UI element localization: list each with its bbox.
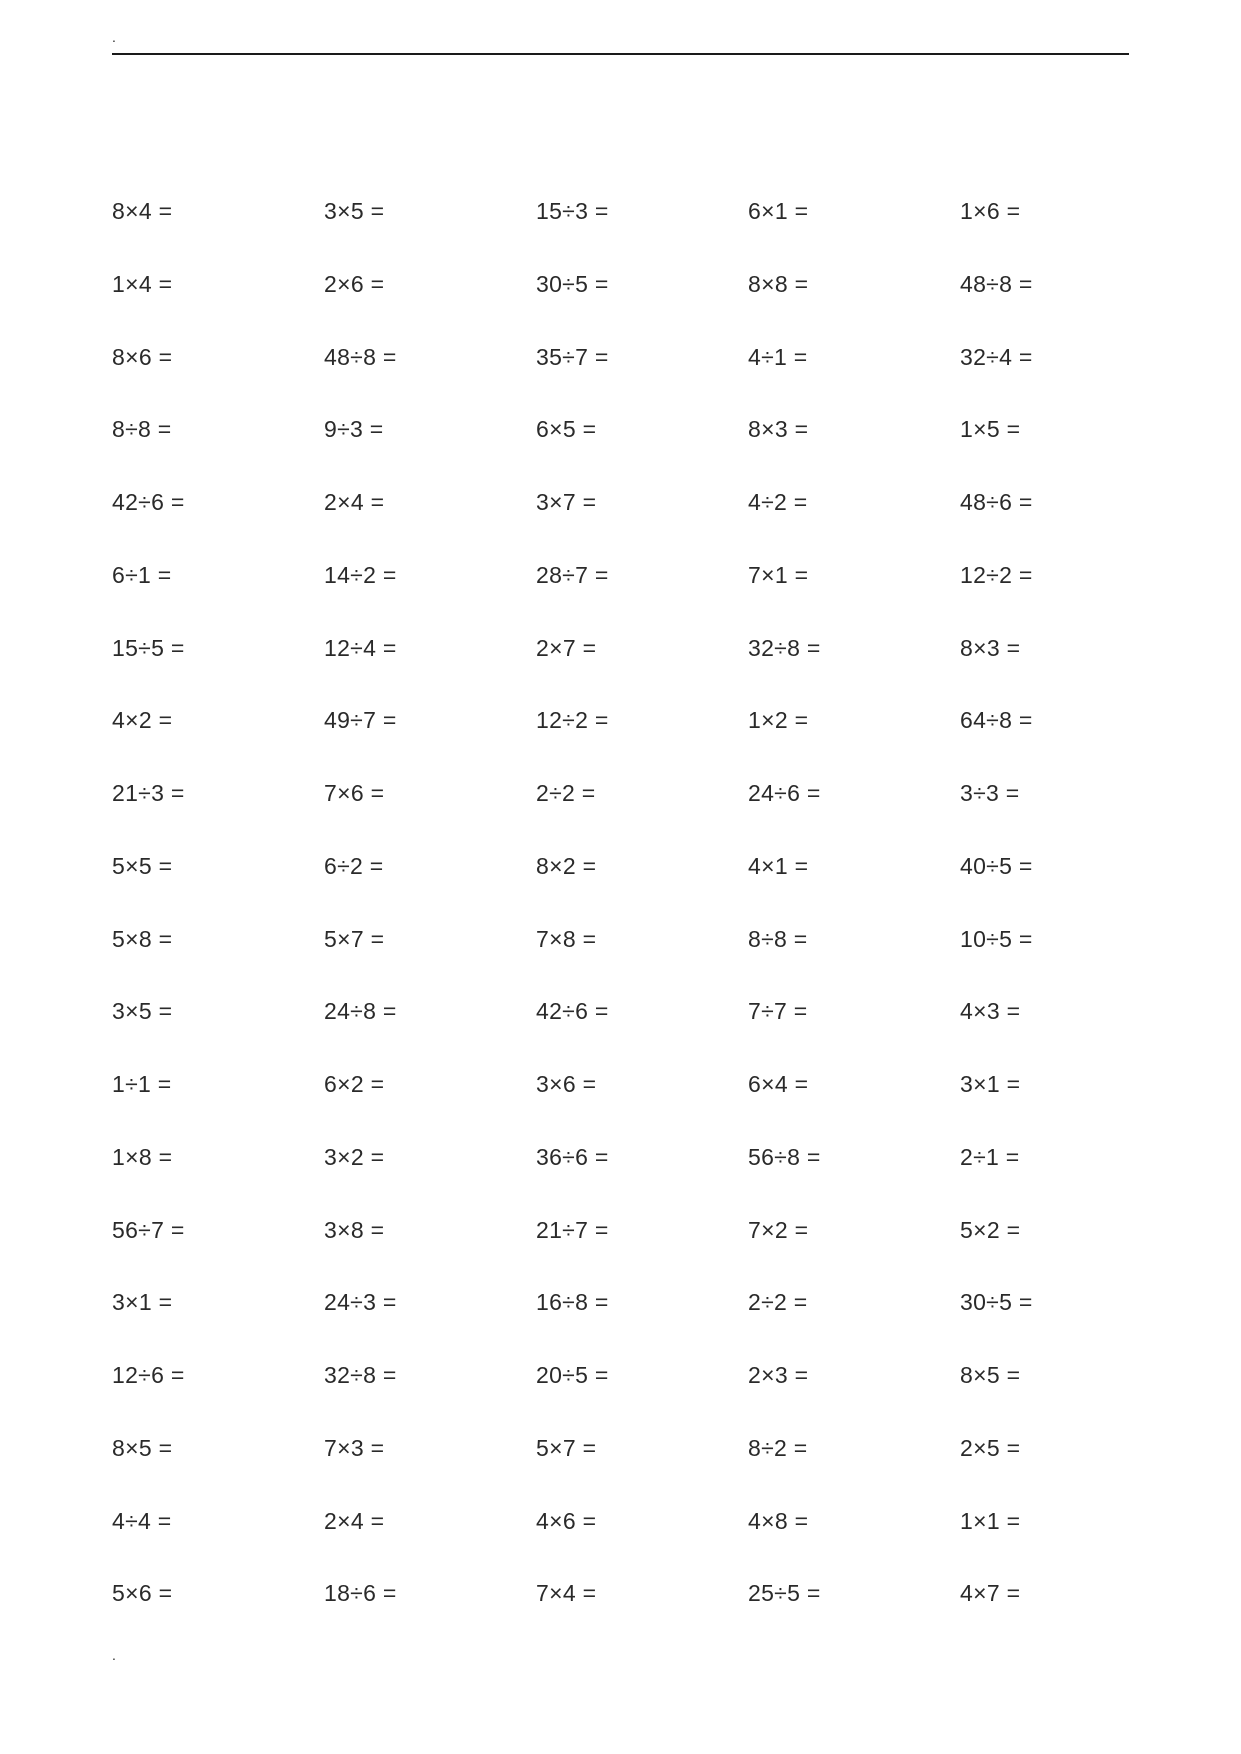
math-problem: 48÷8 = [324, 343, 397, 370]
math-problem: 24÷8 = [324, 998, 397, 1025]
math-problem: 32÷8 = [324, 1362, 397, 1388]
math-problem: 7×4 = [536, 1580, 597, 1607]
math-problem: 12÷2 = [536, 707, 609, 734]
math-problem: 3×5 = [324, 198, 385, 224]
math-problem: 4×1 = [748, 852, 809, 879]
math-problem: 24÷3 = [324, 1289, 397, 1316]
math-problem: 3×7 = [536, 489, 597, 515]
math-problem: 24÷6 = [748, 780, 821, 806]
math-problem: 8×5 = [960, 1362, 1021, 1388]
math-problem: 42÷6 = [536, 998, 609, 1025]
math-problem: 35÷7 = [536, 343, 609, 370]
math-problem: 7×6 = [324, 780, 385, 806]
math-problem: 3×1 = [960, 1071, 1021, 1097]
math-problem: 2×4 = [324, 489, 385, 515]
math-problem: 2×3 = [748, 1362, 809, 1388]
math-problem: 3×5 = [112, 998, 173, 1025]
math-problem: 32÷8 = [748, 634, 821, 661]
math-problem: 1×4 = [112, 270, 173, 297]
math-problem: 5×7 = [536, 1434, 597, 1461]
math-problem: 2÷2 = [536, 780, 596, 806]
math-problem: 30÷5 = [960, 1289, 1033, 1316]
math-problem: 6×2 = [324, 1071, 385, 1097]
math-problem: 12÷6 = [112, 1362, 185, 1388]
math-problem: 7×2 = [748, 1216, 809, 1243]
math-problem: 4÷2 = [748, 489, 808, 515]
math-problem: 56÷7 = [112, 1216, 185, 1243]
math-problem: 2×7 = [536, 634, 597, 661]
math-problem: 25÷5 = [748, 1580, 821, 1607]
math-problem: 8÷2 = [748, 1434, 808, 1461]
math-problem: 5×5 = [112, 852, 173, 879]
math-problem: 3÷3 = [960, 780, 1020, 806]
math-problem: 6÷2 = [324, 852, 384, 879]
math-problem: 1×6 = [960, 198, 1021, 224]
math-problem: 4×7 = [960, 1580, 1021, 1607]
math-problem: 56÷8 = [748, 1143, 821, 1170]
math-problem: 12÷2 = [960, 561, 1033, 588]
math-problem: 1×1 = [960, 1507, 1021, 1534]
math-problem: 5×2 = [960, 1216, 1021, 1243]
math-problem: 3×2 = [324, 1143, 385, 1170]
math-problem: 9÷3 = [324, 416, 384, 443]
math-problem: 6×4 = [748, 1071, 809, 1097]
math-problem: 7×8 = [536, 925, 597, 952]
math-problem: 5×6 = [112, 1580, 173, 1607]
math-problem: 8×8 = [748, 270, 809, 297]
math-problem: 18÷6 = [324, 1580, 397, 1607]
math-problem: 8×3 = [960, 634, 1021, 661]
math-problem: 5×7 = [324, 925, 385, 952]
math-problem: 20÷5 = [536, 1362, 609, 1388]
math-problem: 30÷5 = [536, 270, 609, 297]
math-problem: 1×5 = [960, 416, 1021, 443]
math-problem: 7×1 = [748, 561, 809, 588]
footer-mark: . [112, 1647, 116, 1663]
math-problem: 1×2 = [748, 707, 809, 734]
math-problem: 10÷5 = [960, 925, 1033, 952]
math-problem: 15÷3 = [536, 198, 609, 224]
math-problem: 42÷6 = [112, 489, 185, 515]
math-problem: 2÷2 = [748, 1289, 808, 1316]
math-problem: 4×6 = [536, 1507, 597, 1534]
math-problem: 32÷4 = [960, 343, 1033, 370]
math-problem: 40÷5 = [960, 852, 1033, 879]
math-problem: 3×1 = [112, 1289, 173, 1316]
math-problem: 4×2 = [112, 707, 173, 734]
math-problem: 49÷7 = [324, 707, 397, 734]
math-problem: 3×6 = [536, 1071, 597, 1097]
math-problem: 21÷3 = [112, 780, 185, 806]
math-problem: 14÷2 = [324, 561, 397, 588]
header-mark: . [112, 29, 116, 45]
math-problem: 8÷8 = [748, 925, 808, 952]
math-problem: 21÷7 = [536, 1216, 609, 1243]
math-problem: 15÷5 = [112, 634, 185, 661]
math-problem: 8×4 = [112, 198, 173, 224]
math-problem: 6×1 = [748, 198, 809, 224]
math-problem: 3×8 = [324, 1216, 385, 1243]
math-problem: 5×8 = [112, 925, 173, 952]
math-problem: 12÷4 = [324, 634, 397, 661]
math-problem: 2×4 = [324, 1507, 385, 1534]
math-problem: 2÷1 = [960, 1143, 1020, 1170]
math-problem: 8×6 = [112, 343, 173, 370]
math-problem: 4÷4 = [112, 1507, 172, 1534]
math-problem: 8×5 = [112, 1434, 173, 1461]
math-problem: 6×5 = [536, 416, 597, 443]
math-problem: 7×3 = [324, 1434, 385, 1461]
math-problem: 64÷8 = [960, 707, 1033, 734]
math-problem: 48÷6 = [960, 489, 1033, 515]
math-problem: 48÷8 = [960, 270, 1033, 297]
math-problem: 8×3 = [748, 416, 809, 443]
math-problem: 1÷1 = [112, 1071, 172, 1097]
math-problem: 7÷7 = [748, 998, 808, 1025]
math-problem: 4×3 = [960, 998, 1021, 1025]
problem-grid [112, 195, 1172, 1650]
math-problem: 8÷8 = [112, 416, 172, 443]
math-problem: 2×6 = [324, 270, 385, 297]
math-problem: 6÷1 = [112, 561, 172, 588]
math-problem: 1×8 = [112, 1143, 173, 1170]
math-problem: 8×2 = [536, 852, 597, 879]
math-problem: 4÷1 = [748, 343, 808, 370]
math-problem: 16÷8 = [536, 1289, 609, 1316]
header-rule [112, 53, 1129, 55]
math-problem: 28÷7 = [536, 561, 609, 588]
math-problem: 36÷6 = [536, 1143, 609, 1170]
math-problem: 4×8 = [748, 1507, 809, 1534]
math-problem: 2×5 = [960, 1434, 1021, 1461]
